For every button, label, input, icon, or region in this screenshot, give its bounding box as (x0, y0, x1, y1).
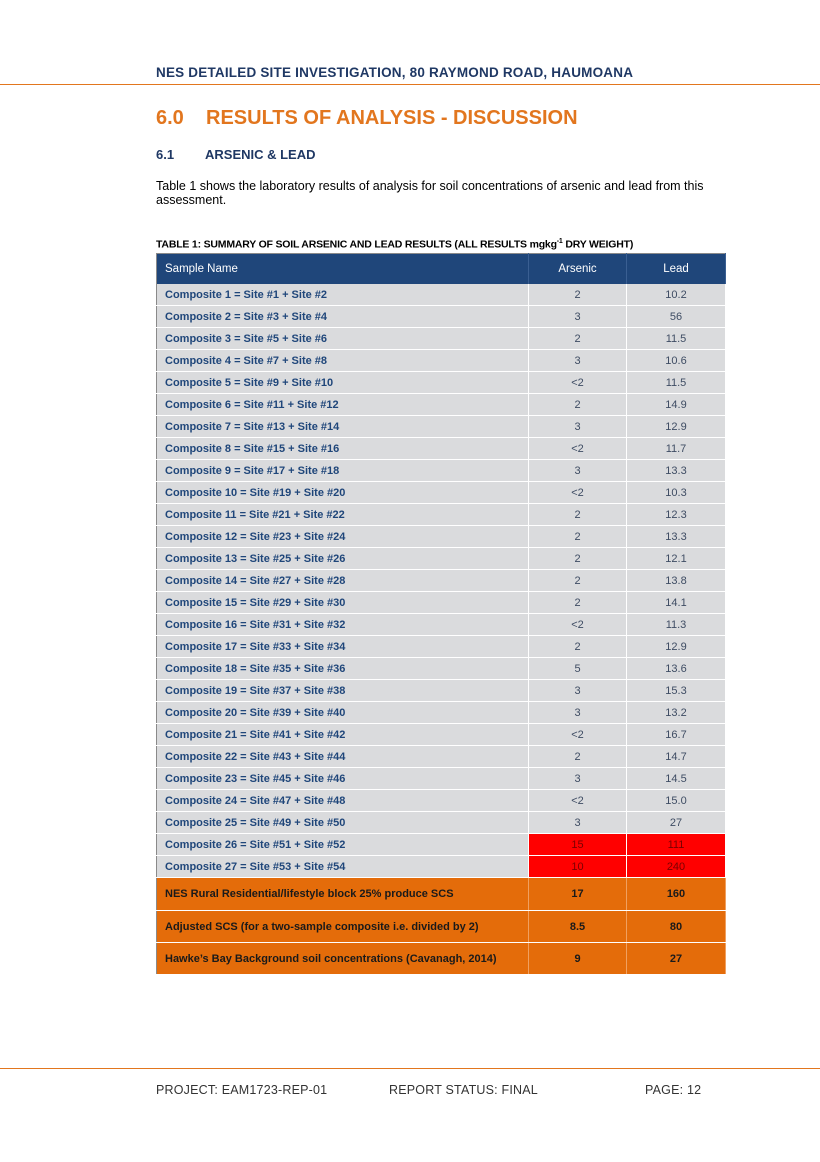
criteria-row (157, 911, 726, 943)
footer-status: REPORT STATUS: FINAL (389, 1083, 538, 1097)
sample-name-cell: Composite 26 = Site #51 + Site #52 (157, 834, 529, 856)
lead-cell: 13.3 (627, 526, 726, 548)
criteria-arsenic-cell: 17 (529, 878, 627, 911)
sample-name-cell: Composite 10 = Site #19 + Site #20 (157, 482, 529, 504)
table-row (157, 526, 726, 548)
table-caption (156, 238, 633, 251)
lead-cell: 11.7 (627, 438, 726, 460)
arsenic-cell: <2 (529, 790, 627, 812)
lead-cell: 13.8 (627, 570, 726, 592)
table-caption-superscript: -1 (556, 238, 563, 245)
sample-name-cell: Composite 14 = Site #27 + Site #28 (157, 570, 529, 592)
arsenic-cell: <2 (529, 482, 627, 504)
sample-name-cell: Composite 27 = Site #53 + Site #54 (157, 856, 529, 878)
criteria-lead-cell: 160 (627, 878, 726, 911)
arsenic-cell: 2 (529, 284, 627, 306)
arsenic-cell: 3 (529, 306, 627, 328)
table-row (157, 328, 726, 350)
criteria-arsenic-cell: 8.5 (529, 911, 627, 943)
table-body (157, 284, 726, 975)
arsenic-cell: 3 (529, 680, 627, 702)
section-title: RESULTS OF ANALYSIS - DISCUSSION (206, 107, 578, 129)
sample-name-cell: Composite 4 = Site #7 + Site #8 (157, 350, 529, 372)
arsenic-cell: 2 (529, 570, 627, 592)
table-row (157, 460, 726, 482)
criteria-lead-cell: 27 (627, 943, 726, 975)
sample-name-cell: Composite 16 = Site #31 + Site #32 (157, 614, 529, 636)
table-row (157, 658, 726, 680)
arsenic-cell: 3 (529, 350, 627, 372)
table-caption-end: DRY WEIGHT) (562, 238, 634, 251)
lead-cell: 11.3 (627, 614, 726, 636)
criteria-row (157, 878, 726, 911)
lead-cell: 14.5 (627, 768, 726, 790)
table-row (157, 284, 726, 306)
table-row (157, 306, 726, 328)
table-row (157, 724, 726, 746)
lead-cell: 15.0 (627, 790, 726, 812)
arsenic-cell: 2 (529, 504, 627, 526)
criteria-label-cell: Hawke’s Bay Background soil concentrations (Cavanagh, 2014) (157, 943, 529, 975)
table-header-row (157, 254, 726, 285)
lead-cell: 27 (627, 812, 726, 834)
sample-name-cell: Composite 12 = Site #23 + Site #24 (157, 526, 529, 548)
table-row (157, 746, 726, 768)
table-row (157, 548, 726, 570)
sample-name-cell: Composite 22 = Site #43 + Site #44 (157, 746, 529, 768)
lead-cell: 12.3 (627, 504, 726, 526)
subsection-number: 6.1 (156, 147, 175, 162)
header-lead: Lead (627, 254, 726, 285)
table-row (157, 812, 726, 834)
lead-cell: 10.3 (627, 482, 726, 504)
sample-name-cell: Composite 20 = Site #39 + Site #40 (157, 702, 529, 724)
lead-cell: 13.3 (627, 460, 726, 482)
arsenic-cell: 5 (529, 658, 627, 680)
arsenic-cell: 2 (529, 394, 627, 416)
sample-name-cell: Composite 25 = Site #49 + Site #50 (157, 812, 529, 834)
table-row (157, 350, 726, 372)
table-row (157, 438, 726, 460)
sample-name-cell: Composite 17 = Site #33 + Site #34 (157, 636, 529, 658)
arsenic-cell: 2 (529, 746, 627, 768)
arsenic-cell: 2 (529, 592, 627, 614)
arsenic-cell: 2 (529, 328, 627, 350)
arsenic-cell: 3 (529, 702, 627, 724)
sample-name-cell: Composite 18 = Site #35 + Site #36 (157, 658, 529, 680)
arsenic-cell: <2 (529, 614, 627, 636)
intro-paragraph: Table 1 shows the laboratory results of analysis for soil concentrations of arsenic and lead from this assessment. (156, 179, 704, 207)
sample-name-cell: Composite 9 = Site #17 + Site #18 (157, 460, 529, 482)
table-row (157, 570, 726, 592)
sample-name-cell: Composite 19 = Site #37 + Site #38 (157, 680, 529, 702)
sample-name-cell: Composite 13 = Site #25 + Site #26 (157, 548, 529, 570)
lead-cell: 14.7 (627, 746, 726, 768)
criteria-row (157, 943, 726, 975)
table-row (157, 394, 726, 416)
footer-project: PROJECT: EAM1723-REP-01 (156, 1083, 328, 1097)
arsenic-cell: 2 (529, 636, 627, 658)
arsenic-cell: <2 (529, 438, 627, 460)
sample-name-cell: Composite 7 = Site #13 + Site #14 (157, 416, 529, 438)
table-row (157, 372, 726, 394)
criteria-arsenic-cell: 9 (529, 943, 627, 975)
sample-name-cell: Composite 6 = Site #11 + Site #12 (157, 394, 529, 416)
section-number: 6.0 (156, 107, 184, 129)
sample-name-cell: Composite 11 = Site #21 + Site #22 (157, 504, 529, 526)
arsenic-cell: 2 (529, 526, 627, 548)
lead-cell: 10.2 (627, 284, 726, 306)
arsenic-cell: 2 (529, 548, 627, 570)
header-arsenic: Arsenic (529, 254, 627, 285)
lead-cell: 16.7 (627, 724, 726, 746)
table-row (157, 614, 726, 636)
table-row (157, 702, 726, 724)
lead-cell: 13.6 (627, 658, 726, 680)
header-rule (0, 84, 820, 85)
table-caption-main: TABLE 1: SUMMARY OF SOIL ARSENIC AND LEAD RESULTS (ALL RESULTS mgkg (156, 238, 557, 251)
table-row (157, 834, 726, 856)
arsenic-cell: 3 (529, 460, 627, 482)
sample-name-cell: Composite 5 = Site #9 + Site #10 (157, 372, 529, 394)
lead-cell: 15.3 (627, 680, 726, 702)
section-heading (156, 107, 578, 130)
subsection-heading (156, 147, 316, 162)
sample-name-cell: Composite 15 = Site #29 + Site #30 (157, 592, 529, 614)
sample-name-cell: Composite 8 = Site #15 + Site #16 (157, 438, 529, 460)
lead-cell: 56 (627, 306, 726, 328)
document-header-title: NES DETAILED SITE INVESTIGATION, 80 RAYMOND ROAD, HAUMOANA (156, 65, 634, 80)
sample-name-cell: Composite 21 = Site #41 + Site #42 (157, 724, 529, 746)
lead-cell: 11.5 (627, 328, 726, 350)
table-row (157, 768, 726, 790)
lead-cell: 111 (627, 834, 726, 856)
lead-cell: 14.1 (627, 592, 726, 614)
header-sample-name: Sample Name (157, 254, 529, 285)
arsenic-cell: <2 (529, 724, 627, 746)
criteria-label-cell: Adjusted SCS (for a two-sample composite i.e. divided by 2) (157, 911, 529, 943)
footer-rule (0, 1068, 820, 1069)
footer-page: PAGE: 12 (645, 1083, 702, 1097)
criteria-label-cell: NES Rural Residential/lifestyle block 25% produce SCS (157, 878, 529, 911)
sample-name-cell: Composite 1 = Site #1 + Site #2 (157, 284, 529, 306)
lead-cell: 13.2 (627, 702, 726, 724)
table-row (157, 636, 726, 658)
arsenic-cell: 10 (529, 856, 627, 878)
sample-name-cell: Composite 3 = Site #5 + Site #6 (157, 328, 529, 350)
table-row (157, 504, 726, 526)
sample-name-cell: Composite 24 = Site #47 + Site #48 (157, 790, 529, 812)
sample-name-cell: Composite 2 = Site #3 + Site #4 (157, 306, 529, 328)
table-row (157, 482, 726, 504)
arsenic-cell: <2 (529, 372, 627, 394)
lead-cell: 11.5 (627, 372, 726, 394)
table-row (157, 592, 726, 614)
criteria-lead-cell: 80 (627, 911, 726, 943)
sample-name-cell: Composite 23 = Site #45 + Site #46 (157, 768, 529, 790)
lead-cell: 12.9 (627, 636, 726, 658)
arsenic-cell: 3 (529, 812, 627, 834)
lead-cell: 14.9 (627, 394, 726, 416)
results-table (156, 253, 726, 975)
arsenic-cell: 15 (529, 834, 627, 856)
table-row (157, 856, 726, 878)
table-row (157, 416, 726, 438)
table-row (157, 680, 726, 702)
lead-cell: 10.6 (627, 350, 726, 372)
arsenic-cell: 3 (529, 768, 627, 790)
lead-cell: 12.9 (627, 416, 726, 438)
arsenic-cell: 3 (529, 416, 627, 438)
table-row (157, 790, 726, 812)
subsection-title: ARSENIC & LEAD (205, 147, 316, 162)
lead-cell: 12.1 (627, 548, 726, 570)
lead-cell: 240 (627, 856, 726, 878)
